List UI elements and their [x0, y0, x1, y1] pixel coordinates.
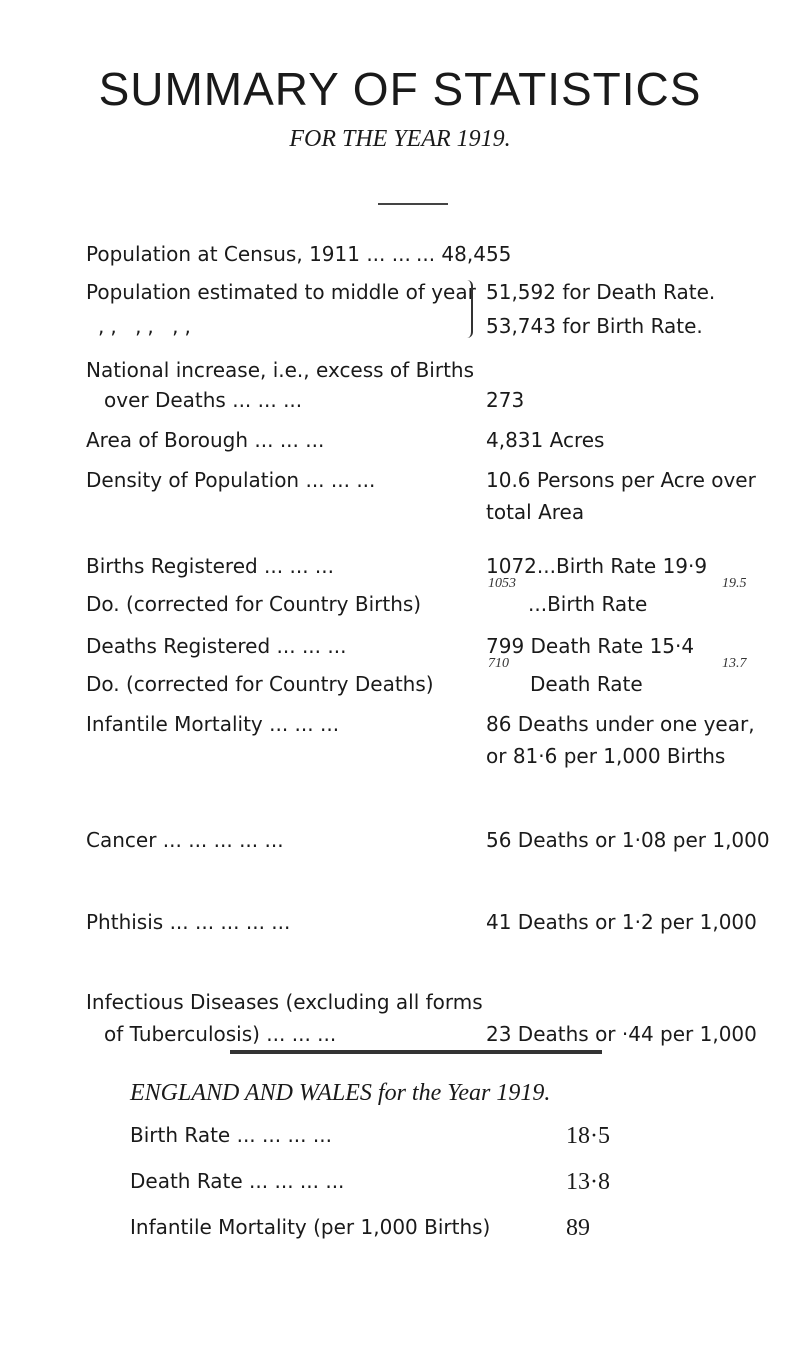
row-infantile-mortality	[130, 1215, 750, 1257]
row-value: 10.6 Persons per Acre over total Area	[486, 468, 756, 524]
row-value: Death Rate	[530, 672, 643, 696]
row-label: Infantile Mortality ... ... ...	[86, 712, 340, 736]
row-label: Phthisis ... ... ... ... ...	[86, 910, 291, 934]
row-label: Births Registered ... ... ...	[86, 554, 334, 578]
row-value: ... 48,455	[416, 242, 512, 266]
row-label: of Tuberculosis) ... ... ...	[104, 1022, 337, 1046]
row-label: Do. (corrected for Country Deaths)	[86, 672, 434, 696]
row-label: Birth Rate ... ... ... ...	[130, 1123, 332, 1147]
row-value: 53,743 for Birth Rate.	[486, 314, 703, 338]
page-title: SUMMARY OF STATISTICS	[98, 63, 702, 115]
row-value: 56 Deaths or 1·08 per 1,000	[486, 828, 770, 852]
row-label: Cancer ... ... ... ... ...	[86, 828, 284, 852]
section-title: ENGLAND AND WALES for the Year 1919.	[130, 1080, 551, 1106]
row-value: 41 Deaths or 1·2 per 1,000	[486, 910, 757, 934]
row-label: Area of Borough ... ... ...	[86, 428, 325, 452]
handwritten-rate: 13.7	[722, 656, 747, 671]
row-value: 23 Deaths or ·44 per 1,000	[486, 1022, 757, 1046]
england-wales-section	[130, 1080, 750, 1257]
page-subtitle: FOR THE YEAR 1919.	[289, 126, 511, 152]
row-value: 799 Death Rate 15·4	[486, 634, 695, 658]
handwritten-count: 710	[488, 656, 509, 671]
row-birth-rate	[130, 1123, 750, 1165]
row-label: Deaths Registered ... ... ...	[86, 634, 347, 658]
row-label: Death Rate ... ... ... ...	[130, 1169, 345, 1193]
row-value: 86 Deaths under one year, or 81·6 per 1,000 Births	[486, 712, 755, 768]
row-value: 51,592 for Death Rate.	[486, 280, 716, 304]
row-label: Population at Census, 1911 ... ...	[86, 242, 411, 266]
handwritten-rate: 19.5	[722, 576, 747, 591]
row-value: ...Birth Rate	[528, 592, 648, 616]
row-value: 89	[566, 1215, 590, 1241]
row-label: Population estimated to middle of year	[86, 280, 476, 304]
row-label: Density of Population ... ... ...	[86, 468, 376, 492]
row-label: National increase, i.e., excess of Births	[86, 358, 475, 382]
row-value: 273	[486, 388, 525, 412]
row-label: Do. (corrected for Country Births)	[86, 592, 422, 616]
row-value: 13·8	[566, 1169, 610, 1195]
row-death-rate	[130, 1169, 750, 1211]
row-label: over Deaths ... ... ...	[104, 388, 303, 412]
brace	[464, 280, 473, 338]
row-value: 4,831 Acres	[486, 428, 605, 452]
row-label: Infectious Diseases (excluding all forms	[86, 990, 483, 1014]
divider	[230, 1050, 602, 1054]
row-value: 1072...Birth Rate 19·9	[486, 554, 708, 578]
handwritten-count: 1053	[488, 576, 516, 591]
row-label: ,, ,, ,,	[98, 314, 197, 338]
row-label: Infantile Mortality (per 1,000 Births)	[130, 1215, 491, 1239]
row-value: 18·5	[566, 1123, 610, 1149]
divider	[378, 203, 448, 205]
